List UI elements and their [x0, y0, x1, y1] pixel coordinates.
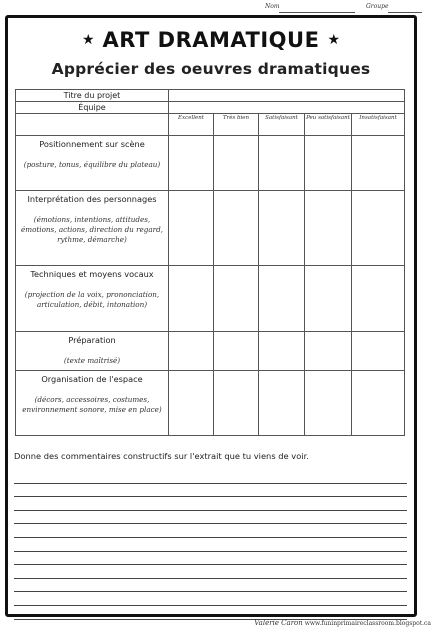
- project-title-row: [16, 90, 405, 102]
- footer-credit: [254, 619, 431, 627]
- rating-cell[interactable]: [214, 266, 259, 332]
- rating-cell[interactable]: [352, 191, 405, 266]
- col-excellent: Excellent: [169, 114, 214, 136]
- star-left-icon: ★: [81, 32, 95, 48]
- project-title-field[interactable]: [169, 90, 405, 102]
- rating-header-blank: [16, 114, 169, 136]
- criterion-preparation: [16, 332, 169, 371]
- name-label: Nom: [265, 3, 280, 10]
- writing-line[interactable]: [14, 511, 407, 525]
- rating-cell[interactable]: [214, 371, 259, 436]
- criterion-interpretation: [16, 191, 169, 266]
- rating-cell[interactable]: [169, 191, 214, 266]
- criterion-title: Interprétation des personnages: [27, 194, 157, 204]
- page-subtitle: Apprécier des oeuvres dramatiques: [51, 60, 371, 78]
- project-title-label: Titre du projet: [16, 90, 169, 102]
- writing-line[interactable]: [14, 552, 407, 566]
- criterion-techniques-vocaux: [16, 266, 169, 332]
- rating-cell[interactable]: [259, 136, 305, 191]
- name-field[interactable]: [279, 12, 355, 13]
- col-peu-satisfaisant: Peu satisfaisant: [305, 114, 352, 136]
- criterion-desc: (émotions, intentions, attitudes, émotions, actions, direction du regard, rythme, démarche): [21, 215, 163, 244]
- rating-cell[interactable]: [305, 191, 352, 266]
- rating-cell[interactable]: [259, 266, 305, 332]
- rating-cell[interactable]: [214, 332, 259, 371]
- evaluation-grid: [15, 89, 405, 436]
- writing-line[interactable]: [14, 592, 407, 606]
- rating-cell[interactable]: [259, 332, 305, 371]
- rating-cell[interactable]: [352, 266, 405, 332]
- page-title: ART DRAMATIQUE: [102, 28, 320, 52]
- writing-line[interactable]: [14, 497, 407, 511]
- writing-line[interactable]: [14, 470, 407, 484]
- writing-line[interactable]: [14, 606, 407, 620]
- criterion-desc: (projection de la voix, prononciation, articulation, débit, intonation): [24, 290, 160, 309]
- rating-cell[interactable]: [214, 136, 259, 191]
- rating-cell[interactable]: [169, 266, 214, 332]
- rating-cell[interactable]: [169, 371, 214, 436]
- criterion-title: Positionnement sur scène: [39, 139, 145, 149]
- star-right-icon: ★: [327, 32, 340, 48]
- criterion-title: Organisation de l'espace: [41, 374, 143, 384]
- criterion-title: Préparation: [68, 335, 116, 345]
- criterion-organisation-espace: [16, 371, 169, 436]
- team-field[interactable]: [169, 102, 405, 114]
- worksheet-frame: [5, 15, 417, 617]
- rating-cell[interactable]: [352, 136, 405, 191]
- student-info-fields: [0, 3, 439, 15]
- rating-cell[interactable]: [305, 371, 352, 436]
- group-label: Groupe: [366, 3, 389, 10]
- table-row: [16, 332, 405, 371]
- comment-writing-lines[interactable]: [14, 470, 407, 620]
- rating-cell[interactable]: [169, 136, 214, 191]
- writing-line[interactable]: [14, 565, 407, 579]
- group-field[interactable]: [388, 12, 422, 13]
- footer-site: www.funinprimaireclassroom.blogspot.ca: [304, 620, 431, 627]
- writing-line[interactable]: [14, 484, 407, 498]
- col-insatisfaisant: Insatisfaisant: [352, 114, 405, 136]
- col-satisfaisant: Satisfaisant: [259, 114, 305, 136]
- writing-line[interactable]: [14, 579, 407, 593]
- criterion-title: Techniques et moyens vocaux: [30, 269, 154, 279]
- rating-cell[interactable]: [305, 332, 352, 371]
- criterion-desc: (décors, accessoires, costumes, environnement sonore, mise en place): [22, 395, 162, 414]
- criterion-desc: (posture, tonus, équilibre du plateau): [23, 160, 161, 169]
- rating-cell[interactable]: [305, 266, 352, 332]
- footer-author: Valérie Caron: [254, 619, 303, 627]
- criterion-desc: (texte maîtrisé): [63, 356, 121, 365]
- rating-cell[interactable]: [259, 371, 305, 436]
- table-row: [16, 371, 405, 436]
- criterion-positionnement: [16, 136, 169, 191]
- col-tres-bien: Très bien: [214, 114, 259, 136]
- writing-line[interactable]: [14, 524, 407, 538]
- rating-cell[interactable]: [259, 191, 305, 266]
- table-row: [16, 266, 405, 332]
- rating-cell[interactable]: [214, 191, 259, 266]
- comment-prompt: Donne des commentaires constructifs sur l'extrait que tu viens de voir.: [14, 451, 309, 461]
- rating-header-row: [16, 114, 405, 136]
- rating-cell[interactable]: [305, 136, 352, 191]
- rating-cell[interactable]: [352, 332, 405, 371]
- rating-cell[interactable]: [169, 332, 214, 371]
- table-row: [16, 136, 405, 191]
- title-row: [8, 28, 414, 52]
- team-row: [16, 102, 405, 114]
- team-label: Équipe: [16, 102, 169, 114]
- writing-line[interactable]: [14, 538, 407, 552]
- table-row: [16, 191, 405, 266]
- rating-cell[interactable]: [352, 371, 405, 436]
